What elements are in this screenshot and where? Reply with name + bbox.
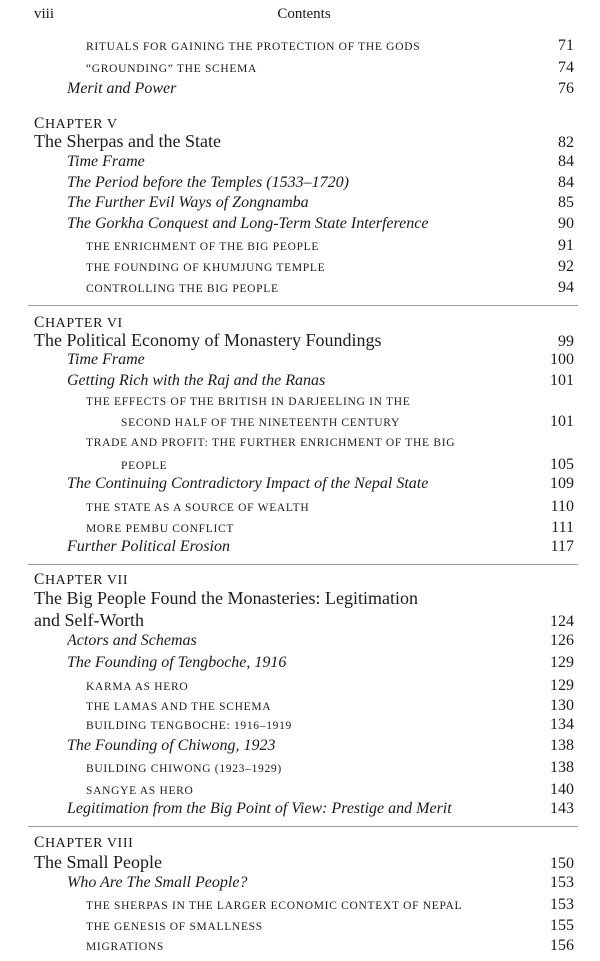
section-divider	[28, 305, 578, 306]
toc-entry-title: Time Frame	[67, 351, 145, 368]
toc-entry-section[interactable]	[67, 874, 574, 892]
toc-page-number: 110	[550, 498, 574, 515]
toc-entry-subsubsection[interactable]	[86, 37, 574, 55]
toc-page-number: 94	[558, 279, 574, 296]
toc-entry-title: THE FOUNDING OF KHUMJUNG TEMPLE	[86, 262, 326, 274]
toc-entry-chapter[interactable]	[34, 852, 574, 873]
toc-page-number: 109	[550, 475, 574, 492]
toc-entry-title: The Continuing Contradictory Impact of the Nepal State	[67, 475, 429, 492]
chapter-title: The Sherpas and the State	[34, 131, 221, 151]
toc-entry-chapter[interactable]	[34, 610, 574, 631]
toc-entry-title: Who Are The Small People?	[67, 874, 248, 891]
toc-entry-chapter[interactable]	[34, 330, 574, 351]
toc-page-number: 84	[558, 153, 574, 170]
toc-entry-subsubsection[interactable]	[86, 937, 574, 955]
toc-entry-section[interactable]	[67, 153, 574, 171]
toc-page-number: 91	[558, 237, 574, 254]
toc-entry-title: Actors and Schemas	[67, 632, 197, 649]
toc-entry-title: BUILDING CHIWONG (1923–1929)	[86, 763, 282, 775]
toc-entry-subsubsection[interactable]	[86, 781, 574, 799]
toc-entry-title: CONTROLLING THE BIG PEOPLE	[86, 283, 279, 295]
chapter-label-rest: HAPTER V	[44, 117, 118, 132]
toc-page-number: 129	[550, 677, 574, 694]
section-divider	[28, 564, 578, 565]
toc-page-number: 85	[558, 194, 574, 211]
toc-entry-title: PEOPLE	[121, 460, 168, 472]
toc-entry-title: THE LAMAS AND THE SCHEMA	[86, 701, 272, 713]
toc-entry-title: KARMA AS HERO	[86, 681, 189, 693]
chapter-label	[34, 571, 128, 589]
toc-page-number: 71	[558, 37, 574, 54]
running-title: Contents	[277, 6, 331, 22]
toc-entry-subsubsection[interactable]	[86, 237, 574, 255]
toc-entry-title: MORE PEMBU CONFLICT	[86, 523, 235, 535]
chapter-label-initial: C	[34, 115, 45, 132]
toc-entry-title: The Gorkha Conquest and Long-Term State Interference	[67, 215, 429, 232]
toc-entry-title: The Period before the Temples (1533–1720)	[67, 174, 349, 191]
toc-entry-title-line1[interactable]: THE EFFECTS OF THE BRITISH IN DARJEELING IN THE	[86, 396, 411, 408]
toc-entry-title-line1[interactable]: TRADE AND PROFIT: THE FURTHER ENRICHMENT OF THE BIG	[86, 437, 456, 449]
toc-entry-title: THE SHERPAS IN THE LARGER ECONOMIC CONTEXT OF NEPAL	[86, 900, 463, 912]
toc-page-number: 153	[550, 874, 574, 891]
toc-page-number: 105	[550, 456, 574, 473]
toc-entry-title: Legitimation from the Big Point of View: Prestige and Merit	[67, 800, 452, 817]
toc-entry-title: MIGRATIONS	[86, 941, 164, 953]
toc-entry-title: Further Political Erosion	[67, 538, 230, 555]
toc-entry-section[interactable]	[67, 800, 574, 818]
toc-entry-subsubsection[interactable]	[86, 59, 574, 77]
toc-page-number: 126	[550, 632, 574, 649]
toc-page-number: 117	[550, 538, 574, 555]
chapter-label-initial: C	[34, 571, 45, 588]
toc-page-number: 150	[550, 855, 574, 872]
toc-page-number: 153	[550, 896, 574, 913]
toc-entry-title: “GROUNDING” THE SCHEMA	[86, 63, 258, 75]
toc-page-number: 100	[550, 351, 574, 368]
toc-entry-subsubsection[interactable]	[86, 519, 574, 537]
chapter-label-rest: HAPTER VII	[44, 573, 129, 588]
toc-entry-subsubsection[interactable]	[86, 896, 574, 914]
chapter-title-line1[interactable]: The Big People Found the Monasteries: Legitimation	[34, 588, 418, 608]
toc-entry-section[interactable]	[67, 215, 574, 233]
toc-page-number: 140	[550, 781, 574, 798]
chapter-label-initial: C	[34, 314, 45, 331]
toc-entry-subsubsection[interactable]	[86, 759, 574, 777]
toc-page-number: 111	[551, 519, 574, 536]
toc-entry-section[interactable]	[67, 80, 574, 98]
page-number: viii	[34, 6, 55, 22]
toc-page-number: 138	[550, 737, 574, 754]
toc-entry-subsubsection[interactable]	[121, 413, 574, 431]
toc-page-number: 90	[558, 215, 574, 232]
toc-page-number: 92	[558, 258, 574, 275]
toc-entry-title: The Further Evil Ways of Zongnamba	[67, 194, 309, 211]
toc-entry-section[interactable]	[67, 737, 574, 755]
toc-entry-subsubsection[interactable]	[86, 697, 574, 715]
chapter-title: The Small People	[34, 852, 162, 872]
toc-entry-subsubsection[interactable]	[86, 279, 574, 297]
toc-page-number: 155	[550, 917, 574, 934]
toc-page-number: 138	[550, 759, 574, 776]
toc-page-number: 82	[558, 134, 574, 151]
toc-page-number: 156	[550, 937, 574, 954]
toc-entry-title: RITUALS FOR GAINING THE PROTECTION OF THE GODS	[86, 41, 421, 53]
toc-entry-subsubsection[interactable]	[121, 456, 574, 474]
toc-page-number: 124	[550, 613, 574, 630]
toc-entry-section[interactable]	[67, 632, 574, 650]
toc-entry-title: Merit and Power	[67, 80, 177, 97]
chapter-title: and Self-Worth	[34, 610, 145, 630]
toc-entry-section[interactable]	[67, 351, 574, 369]
toc-page-number: 143	[550, 800, 574, 817]
toc-entry-subsubsection[interactable]	[86, 917, 574, 935]
toc-entry-title: Time Frame	[67, 153, 145, 170]
toc-entry-title: BUILDING TENGBOCHE: 1916–1919	[86, 720, 292, 732]
toc-entry-subsubsection[interactable]	[86, 258, 574, 276]
toc-page-number: 129	[550, 654, 574, 671]
toc-page-number: 101	[550, 372, 574, 389]
toc-page-number: 84	[558, 174, 574, 191]
toc-entry-subsubsection[interactable]	[86, 677, 574, 695]
toc-page-number: 134	[550, 716, 574, 733]
chapter-label	[34, 834, 133, 852]
toc-entry-section[interactable]	[67, 194, 574, 212]
toc-entry-chapter[interactable]	[34, 131, 574, 152]
toc-entry-title: SECOND HALF OF THE NINETEENTH CENTURY	[121, 417, 401, 429]
toc-entry-title: THE GENESIS OF SMALLNESS	[86, 921, 263, 933]
toc-page-number: 76	[558, 80, 574, 97]
toc-page-number: 74	[558, 59, 574, 76]
toc-entry-title: Getting Rich with the Raj and the Ranas	[67, 372, 326, 389]
chapter-label-initial: C	[34, 834, 45, 851]
section-divider	[28, 826, 578, 827]
toc-entry-section[interactable]	[67, 174, 574, 192]
chapter-label-rest: HAPTER VIII	[44, 836, 134, 851]
page-header	[34, 6, 574, 26]
chapter-label-rest: HAPTER VI	[44, 316, 123, 331]
toc-page-number: 99	[558, 333, 574, 350]
toc-entry-subsubsection[interactable]	[86, 498, 574, 516]
toc-entry-title: The Founding of Tengboche, 1916	[67, 654, 287, 671]
chapter-title: The Political Economy of Monastery Foundings	[34, 330, 382, 350]
toc-page-number: 101	[550, 413, 574, 430]
toc-entry-section[interactable]	[67, 654, 574, 672]
toc-entry-section[interactable]	[67, 372, 574, 390]
toc-entry-title: THE STATE AS A SOURCE OF WEALTH	[86, 502, 310, 514]
toc-entry-title: The Founding of Chiwong, 1923	[67, 737, 276, 754]
toc-entry-title: THE ENRICHMENT OF THE BIG PEOPLE	[86, 241, 320, 253]
toc-entry-section[interactable]	[67, 475, 574, 493]
toc-page-number: 130	[550, 697, 574, 714]
toc-entry-title: SANGYE AS HERO	[86, 785, 194, 797]
toc-entry-subsubsection[interactable]	[86, 716, 574, 734]
toc-entry-section[interactable]	[67, 538, 574, 556]
